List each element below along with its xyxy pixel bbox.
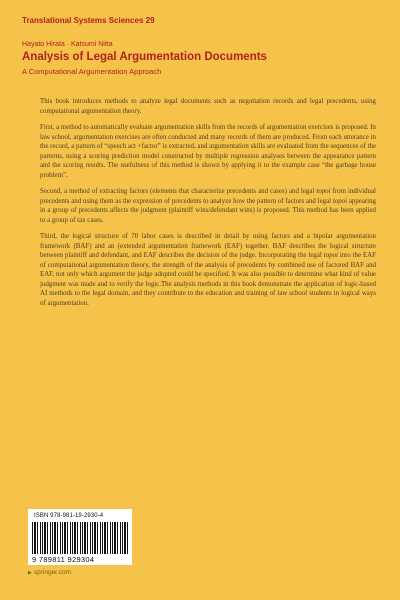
publisher-link[interactable] bbox=[28, 569, 71, 576]
isbn-barcode bbox=[28, 509, 132, 565]
isbn-label: ISBN 978-981-19-2930-4 bbox=[34, 513, 104, 519]
authors: Hayato Hirata · Katsumi Nitta bbox=[22, 41, 113, 48]
blurb-paragraph-3 bbox=[40, 187, 376, 225]
blurb-text: appearing in a group of precedents affects the judgment (plaintiff wins/defendant wins) is proposed. This method has been applied to a group of tax cases. bbox=[40, 197, 376, 224]
triangle-right-icon: ▶ bbox=[28, 570, 32, 576]
blurb-paragraph-2: First, a method to automatically evaluate argumentation skills from the records of argumentation exercises is proposed. In law school, argumentation exercises are often conducted and many records of them are produced. From each utterance in the record, a pattern of “speech act +factor” is extracted, and argumentation skills are evaluated from the sequences of the patterns, using a scoring prediction model constructed by multiple regression analyses between the appearance pattern and the scoring results. The usefulness of this method is shown by applying it to the example case “the garbage house problem”. bbox=[40, 124, 376, 179]
series-title: Translational Systems Sciences 29 bbox=[22, 16, 155, 25]
blurb-paragraph-4 bbox=[40, 232, 376, 308]
book-title: Analysis of Legal Argumentation Documents bbox=[22, 51, 267, 63]
barcode-digits: 9 789811 929304 bbox=[32, 555, 95, 564]
topoi-term: topoi bbox=[323, 252, 338, 259]
blurb-text: from individual precedents and using them as the expression of precedents to analyze how the pattern of factors and legal bbox=[40, 188, 376, 205]
blurb-paragraph-1: This book introduces methods to analyze legal documents such as negotiation records and legal precedents, using computational argumentation theory. bbox=[40, 98, 376, 115]
topoi-term: topoi bbox=[316, 188, 331, 195]
blurb-text: into the EAF of computational argumentation theory, the strength of the analysis of precedents by combined use of factored BAF and EAF, not only which argument the judge adopted could be specified. It was also possible to determine what kind of value judgment was made and to verify the logic.The analysis methods in this book demonstrate the application of logic-based AI methods to the legal domain, and they contribute to the education and training of law school students in logical ways of argumentation. bbox=[40, 252, 376, 307]
book-subtitle: A Computational Argumentation Approach bbox=[22, 67, 162, 76]
blurb bbox=[40, 97, 376, 315]
blurb-text: Second, a method of extracting factors (elements that characterize precedents and cases) and legal bbox=[40, 188, 317, 195]
topoi-term: topoi bbox=[332, 197, 348, 205]
publisher-url: springer.com bbox=[33, 569, 72, 576]
barcode-bars bbox=[32, 522, 128, 554]
blurb-text: Third, the logical structure of 70 labor cases is described in detail by using factors and a bipolar argumentation framework (BAF) and an (extended argumentation framework (EAF) together. BAF describes the logical structure between plaintiff and defendant, and EAF describes the decision of the judge. Incorporating the legal bbox=[40, 233, 376, 259]
